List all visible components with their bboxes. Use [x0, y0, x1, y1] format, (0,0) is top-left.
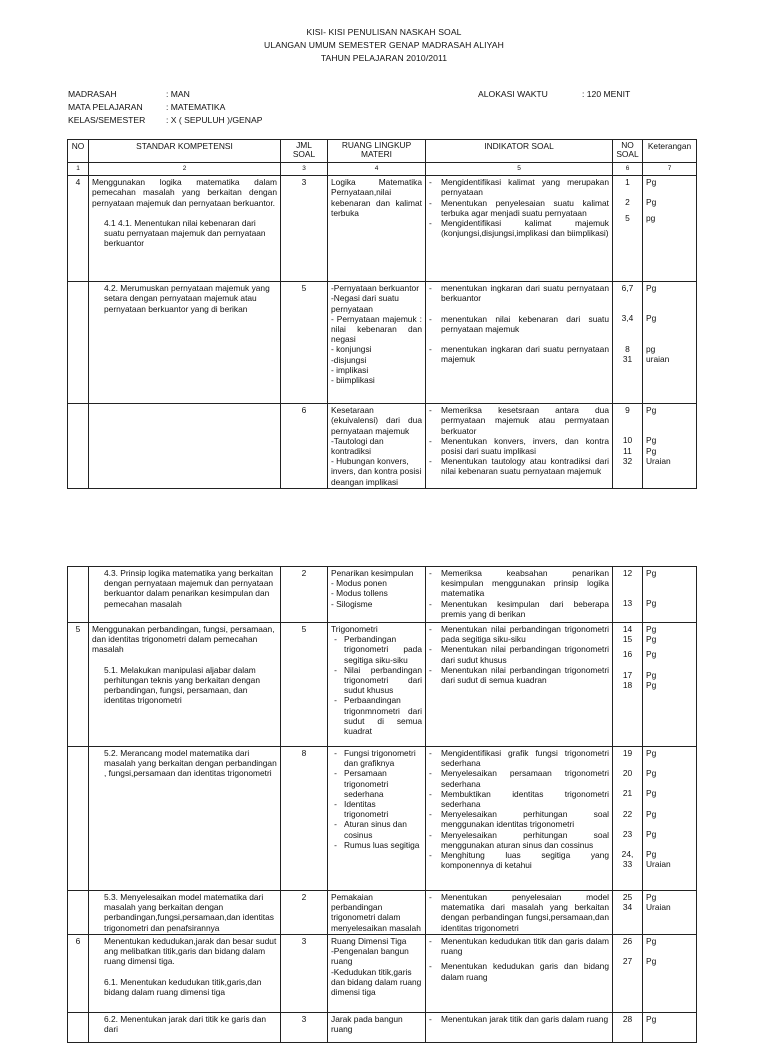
jml-soal: 2	[281, 567, 328, 623]
table-row	[68, 282, 697, 404]
indikator-item: - Menentukan nilai perbandingan trigonometri dari sudut khusus	[429, 644, 609, 665]
materi-cell	[328, 747, 426, 891]
materi-item: - Persamaan trigonometri sederhana	[334, 768, 389, 799]
row-no	[68, 282, 89, 404]
col-index: 4	[328, 163, 426, 176]
indikator-item: - Mengidentifikasi kalimat yang merupakan pernyataan	[429, 177, 609, 198]
row-no: 6	[68, 935, 89, 1013]
indikator-cell	[426, 1013, 613, 1043]
indikator-item: - Menentukan kesimpulan dari beberapa premis yang di berikan	[429, 598, 609, 619]
header-no-soal: NO SOAL	[613, 140, 643, 163]
materi-cell: -Pernyataan berkuantor -Negasi dari suatu pernyataan - Pernyataan majemuk : nilai kebenaran dan negasi - konjungsi -disjungsi - implikasi - biimplikasi	[328, 282, 426, 404]
materi-cell: Penarikan kesimpulan - Modus ponen - Modus tollens - Silogisme	[328, 567, 426, 623]
indikator-item: - menentukan nilai kebenaran dari suatu pernyataan majemuk	[429, 313, 609, 334]
header-standar-kompetensi: STANDAR KOMPETENSI	[89, 140, 281, 163]
indikator-item: - menentukan ingkaran dari suatu pernyataan berkuantor	[429, 283, 609, 304]
col-index: 3	[281, 163, 328, 176]
kd-text: 4.3. Prinsip logika matematika yang berkaitan dengan pernyataan majemuk dan pernyataan berkuantor dalam penarikan kesimpulan dan pemecahan masalah	[104, 568, 274, 609]
col-index: 2	[89, 163, 281, 176]
col-index: 5	[426, 163, 613, 176]
indikator-cell	[426, 935, 613, 1013]
materi-text: Pemakaian perbandingan trigonometri dalam menyelesaikan masalah	[331, 892, 421, 933]
keterangan-cell: Pg Pg pg	[643, 176, 697, 282]
keterangan-cell: Pg Pg	[643, 567, 697, 623]
standar-kompetensi-cell	[89, 1013, 281, 1043]
indikator-item: - Menentukan konvers, invers, dan kontra posisi dari suatu implikasi	[429, 435, 609, 457]
jml-soal: 3	[281, 176, 328, 282]
materi-item: - Nilai perbandingan trigonometri dari sudut khusus	[334, 664, 422, 696]
indikator-item: - Menentukan penyelesaian suatu kalimat terbuka agar menjadi suatu pernyataan	[429, 197, 609, 218]
col-index: 1	[68, 163, 89, 176]
kd-text: 6.1. Menentukan kedudukan titik,garis,dan bidang dalam ruang dimensi tiga	[104, 976, 262, 997]
table-row	[68, 176, 697, 282]
indikator-item: - Menyelesaikan perhitungan soal menggunakan aturan sinus dan cossinus	[429, 829, 609, 850]
kd-text: 5.1. Melakukan manipulasi aljabar dalam perhitungan teknis yang berkaitan dengan perbandingan, fungsi, persamaan, dan identitas trigonometri	[104, 664, 260, 706]
jml-soal: 5	[281, 623, 328, 747]
header-no: NO	[68, 140, 89, 163]
jml-soal: 3	[281, 935, 328, 1013]
no-soal-cell: 28	[613, 1013, 643, 1043]
kisi-table-part1	[67, 139, 697, 489]
table-row	[68, 935, 697, 1013]
table-row	[68, 567, 697, 623]
table-header-row	[68, 140, 697, 163]
no-soal-cell: 19 20 21 22 23 24, 33	[613, 747, 643, 891]
row-no	[68, 891, 89, 935]
header-indikator: INDIKATOR SOAL	[426, 140, 613, 163]
waktu-value: : 120 MENIT	[582, 89, 631, 99]
keterangan-cell: Pg Pg Pg Pg Pg Pg Uraian	[643, 747, 697, 891]
materi-text: Logika Matematika Pernyataan,nilai kebenaran dan kalimat terbuka	[331, 177, 422, 218]
standar-kompetensi-cell	[89, 623, 281, 747]
kd-text: 4.2. Merumuskan pernyataan majemuk yang setara dengan pernyataan majemuk atau pernyataan berkuantor yang di berikan	[104, 283, 270, 314]
kelas-value: : X ( SEPULUH )/GENAP	[166, 115, 263, 125]
keterangan-cell: Pg Pg Pg Uraian	[643, 404, 697, 489]
materi-cell: Kesetaraan (ekuivalensi) dari dua pernyataan majemuk -Tautologi dan kontradiksi - Hubungan konvers, invers, dan kontra posisi deangan implikasi	[328, 404, 426, 489]
keterangan-cell: Pg Pg Pg Pg Pg	[643, 623, 697, 747]
materi-cell: Jarak pada bangun ruang	[328, 1013, 426, 1043]
materi-item: - Fungsi trigonometri dan grafiknya	[334, 748, 416, 769]
jml-soal: 5	[281, 282, 328, 404]
jml-soal: 8	[281, 747, 328, 891]
materi-cell	[328, 891, 426, 935]
table-row	[68, 1013, 697, 1043]
col-index: 7	[643, 163, 697, 176]
keterangan-cell: Pg	[643, 1013, 697, 1043]
standar-kompetensi-cell	[89, 747, 281, 891]
jml-soal: 6	[281, 404, 328, 489]
kisi-table-part2	[67, 566, 697, 1043]
indikator-item: - Menentukan kedudukan garis dan bidang dalam ruang	[429, 961, 609, 982]
indikator-item: - menentukan ingkaran dari suatu pernyataan majemuk	[429, 344, 609, 365]
standar-kompetensi-cell	[89, 567, 281, 623]
standar-kompetensi-cell	[89, 404, 281, 489]
no-soal-cell: 26 27	[613, 935, 643, 1013]
kd-text: 6.2. Menentukan jarak dari titik ke garis dan dari	[104, 1014, 267, 1035]
keterangan-cell: Pg Pg pg uraian	[643, 282, 697, 404]
sk-text: Menggunakan logika matematika dalam pemecahan masalah yang berkaitan dengan pernyataan majemuk dan pernyataan berkuantor.	[92, 177, 277, 208]
table-row	[68, 623, 697, 747]
kelas-label: KELAS/SEMESTER	[68, 115, 146, 125]
indikator-item: - Mengidentifikasi kalimat majemuk (konjungsi,disjungsi,implikasi dan biimplikasi)	[429, 218, 609, 239]
jml-soal: 3	[281, 1013, 328, 1043]
doc-title-line1: KISI- KISI PENULISAN NASKAH SOAL	[306, 27, 462, 37]
waktu-label: ALOKASI WAKTU	[478, 89, 548, 99]
indikator-item: - Menentukan jarak titik dan garis dalam ruang	[429, 1014, 609, 1024]
indikator-item: - Menentukan nilai perbandingan trigonometri pada segitiga siku-siku	[429, 624, 609, 645]
sk-text: Menggunakan perbandingan, fungsi, persamaan, dan identitas trigonometri dalam pemecahan masalah	[92, 624, 275, 655]
indikator-cell	[426, 282, 613, 404]
indikator-cell	[426, 891, 613, 935]
standar-kompetensi-cell	[89, 176, 281, 282]
kd-text: 5.2. Merancang model matematika dari masalah yang berkaitan dengan perbandingan , fungsi,persamaan dan identitas trigonometri	[104, 748, 277, 779]
materi-item: - Rumus luas segitiga	[334, 839, 420, 850]
indikator-item: - Memeriksa keabsahan penarikan kesimpulan menggunakan prinsip logika matematika	[429, 568, 609, 599]
row-no	[68, 747, 89, 891]
row-no	[68, 404, 89, 489]
indikator-cell	[426, 404, 613, 489]
materi-item: - Aturan sinus dan cosinus	[334, 819, 407, 840]
materi-cell: Ruang Dimensi Tiga -Pengenalan bangun ruang -Kedudukan titik,garis dan bidang dalam ruang dimensi tiga	[328, 935, 426, 1013]
row-no	[68, 1013, 89, 1043]
indikator-item: - Membuktikan identitas trigonometri sederhana	[429, 788, 609, 810]
table-row	[68, 891, 697, 935]
indikator-item: - Menentukan kedudukan titik dan garis dalam ruang	[429, 936, 609, 957]
doc-title-line3: TAHUN PELAJARAN 2010/2011	[320, 53, 448, 63]
header-ruang-lingkup: RUANG LINGKUP MATERI	[328, 140, 426, 163]
indikator-item: - Menentukan penyelesaian model matematika dari masalah yang berkaitan dengan perbandingan fungsi,persamaan,dan identitas trigonometri	[429, 892, 609, 933]
indikator-item: - Mengidentifikasi grafik fungsi trigonometri sederhana	[429, 748, 609, 769]
indikator-cell	[426, 567, 613, 623]
materi-cell: Trigonometri - Perbandingan trigonometri pada segitiga siku-siku - Nilai perbandingan trigonometri dari sudut khusus - Perbaandingan trigonmnometri dari sudut di semua kuadrat	[328, 623, 426, 747]
standar-kompetensi-cell	[89, 282, 281, 404]
no-soal-cell: 9 10 11 32	[613, 404, 643, 489]
indikator-item: - Menyelesaikan persamaan trigonometri sederhana	[429, 768, 609, 789]
materi-item: - Perbaandingan trigonmnometri dari sudut di semua kuadrat	[334, 695, 422, 737]
table-row	[68, 747, 697, 891]
materi-cell	[328, 176, 426, 282]
doc-title-line2: ULANGAN UMUM SEMESTER GENAP MADRASAH ALIYAH	[264, 40, 504, 50]
indikator-cell	[426, 623, 613, 747]
standar-kompetensi-cell	[89, 935, 281, 1013]
no-soal-cell: 1 2 5	[613, 176, 643, 282]
indikator-item: - Menentukan nilai perbandingan trigonometri dari sudut di semua kuadran	[429, 664, 609, 686]
no-soal-cell: 14 15 16 17 18	[613, 623, 643, 747]
indikator-item: - Menyelesaikan perhitungan soal menggunakan identitas trigonometri	[429, 809, 609, 830]
sk-text: Menentukan kedudukan,jarak dan besar sudut ang melibatkan titik,garis dan bidang dalam ruang dimensi tiga.	[104, 936, 277, 967]
table-row	[68, 404, 697, 489]
madrasah-label: MADRASAH	[68, 89, 117, 99]
header-keterangan: Keterangan	[643, 140, 697, 163]
mapel-label: MATA PELAJARAN	[68, 102, 143, 112]
keterangan-cell: Pg Uraian	[643, 891, 697, 935]
indikator-cell	[426, 747, 613, 891]
header-jml-soal: JML SOAL	[281, 140, 328, 163]
col-index: 6	[613, 163, 643, 176]
row-no: 4	[68, 176, 89, 282]
column-index-row	[68, 163, 697, 176]
no-soal-cell: 6,7 3,4 8 31	[613, 282, 643, 404]
keterangan-cell: Pg Pg	[643, 935, 697, 1013]
indikator-item: - Memeriksa kesetsraan antara dua permyataan majemuk atau permyataan berkuator	[429, 405, 609, 436]
kd-text: 4.1 4.1. Menentukan nilai kebenaran dari suatu pernyataan majemuk dan pernyataan berkuantor	[104, 217, 266, 249]
mapel-value: : MATEMATIKA	[166, 102, 226, 112]
no-soal-cell: 25 34	[613, 891, 643, 935]
row-no	[68, 567, 89, 623]
standar-kompetensi-cell	[89, 891, 281, 935]
indikator-cell	[426, 176, 613, 282]
jml-soal: 2	[281, 891, 328, 935]
materi-item: - Identitas trigonometri	[334, 799, 389, 820]
no-soal-cell: 12 13	[613, 567, 643, 623]
indikator-item: - Menghitung luas segitiga yang komponennya di ketahui	[429, 850, 609, 871]
indikator-item: - Menentukan tautology atau kontradiksi dari nilai kebenaran suatu pernyataan majemuk	[429, 456, 609, 477]
madrasah-value: : MAN	[166, 89, 190, 99]
row-no: 5	[68, 623, 89, 747]
materi-item: - Perbandingan trigonometri pada segitiga siku-siku	[334, 634, 422, 665]
kd-text: 5.3. Menyelesaikan model matematika dari masalah yang berkaitan dengan perbandingan,fungsi,persamaan,dan identitas trigonometri dan penafsirannya	[104, 892, 274, 933]
